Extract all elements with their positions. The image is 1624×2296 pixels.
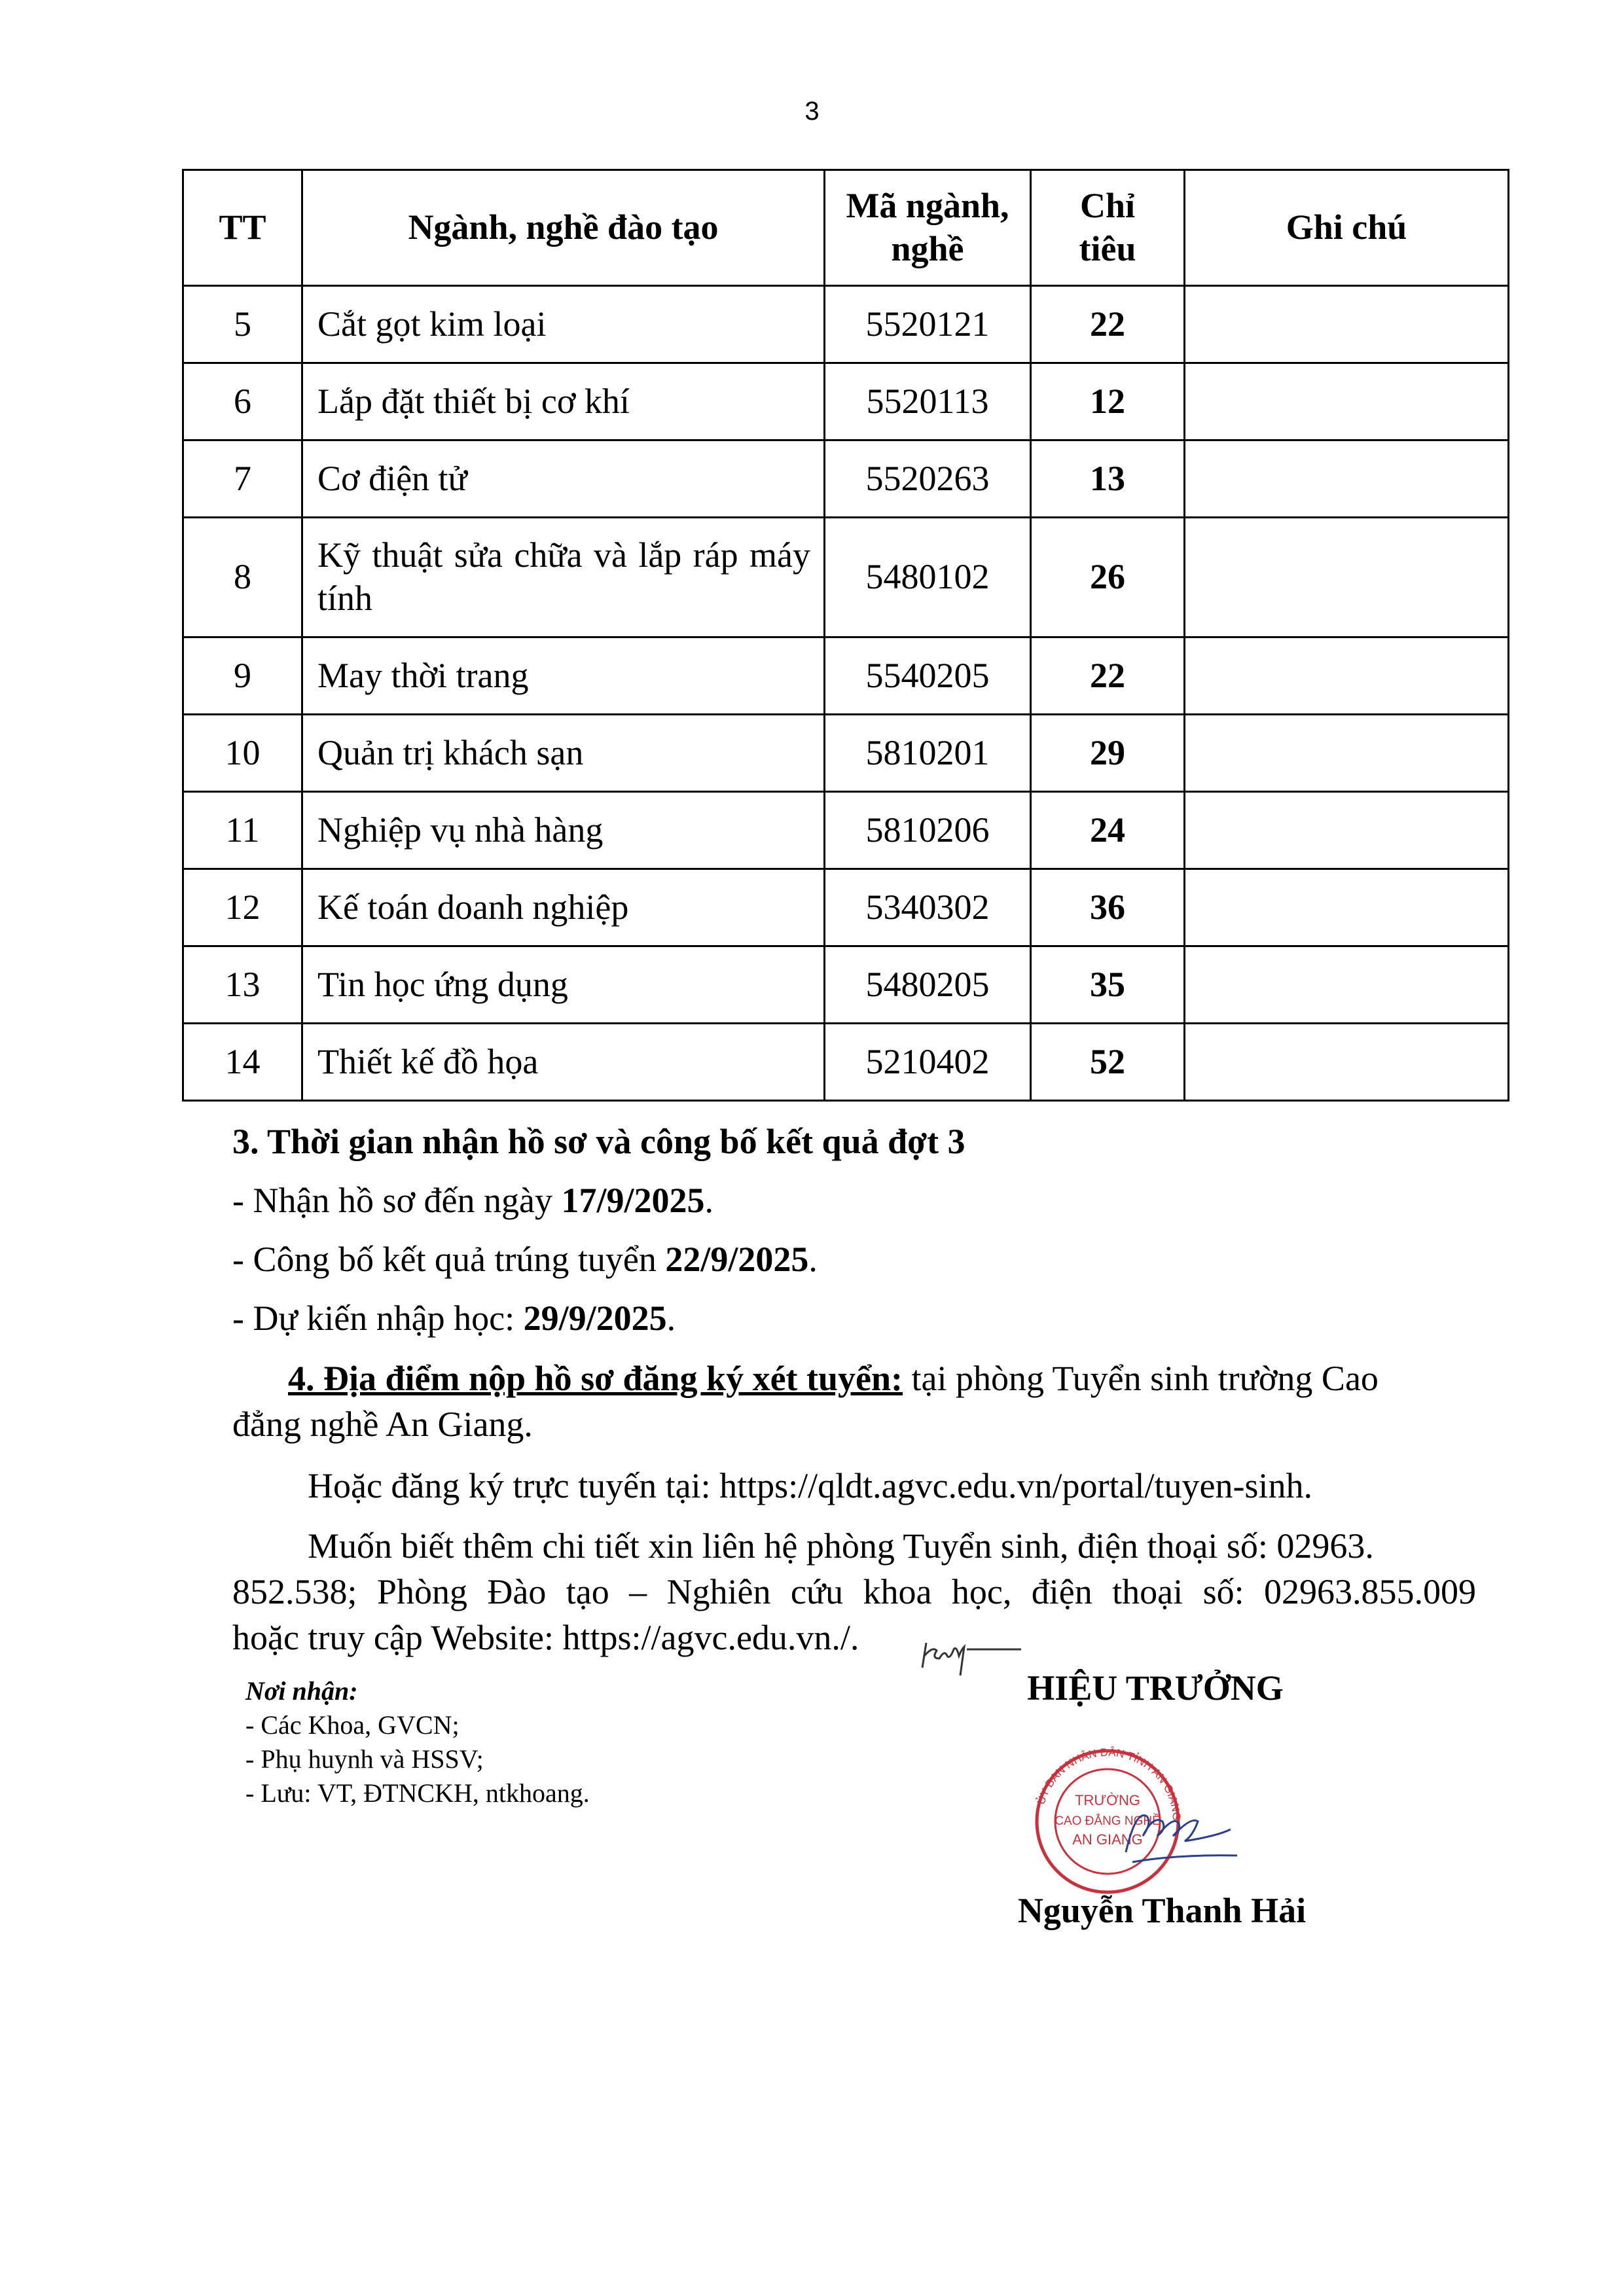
- cell-tt: 12: [183, 869, 302, 946]
- cell-major: Tin học ứng dụng: [302, 946, 825, 1024]
- seal-line1: TRƯỜNG: [1075, 1792, 1140, 1808]
- page-number: 3: [804, 97, 820, 126]
- cell-quota: 35: [1031, 946, 1185, 1024]
- cell-code: 5480205: [825, 946, 1031, 1024]
- section4-line1: [288, 1357, 1476, 1401]
- section3-item-receive: [232, 1179, 1476, 1223]
- item-text: - Công bố kết quả trúng tuyển: [232, 1240, 666, 1279]
- cell-code: 5480102: [825, 518, 1031, 637]
- cell-quota: 52: [1031, 1024, 1185, 1101]
- item-end: .: [666, 1299, 676, 1338]
- cell-note: [1185, 1024, 1509, 1101]
- table-row: [183, 637, 1509, 715]
- header-major: Ngành, nghề đào tạo: [302, 170, 825, 286]
- recipient-item: - Phụ huynh và HSSV;: [245, 1744, 484, 1774]
- seal-line3: AN GIANG: [1072, 1831, 1143, 1848]
- cell-major: May thời trang: [302, 637, 825, 715]
- header-quota-line2: tiêu: [1079, 229, 1136, 268]
- cell-quota: 29: [1031, 715, 1185, 792]
- cell-major: Cắt gọt kim loại: [302, 286, 825, 363]
- cell-tt: 5: [183, 286, 302, 363]
- cell-tt: 13: [183, 946, 302, 1024]
- item-text: - Nhận hồ sơ đến ngày: [232, 1181, 562, 1220]
- online-registration: Hoặc đăng ký trực tuyến tại: https://qldt.agvc.edu.vn/portal/tuyen-sinh.: [308, 1466, 1312, 1505]
- header-quota-line1: Chỉ: [1079, 186, 1136, 226]
- cell-note: [1185, 518, 1509, 637]
- cell-quota: 24: [1031, 792, 1185, 869]
- header-code-line2: nghề: [891, 229, 964, 268]
- cell-tt: 14: [183, 1024, 302, 1101]
- section4-text-line1: tại phòng Tuyển sinh trường Cao: [903, 1359, 1379, 1398]
- table-row: [183, 440, 1509, 518]
- item-text: - Dự kiến nhập học:: [232, 1299, 524, 1338]
- recipient-item: - Lưu: VT, ĐTNCKH, ntkhoang.: [245, 1778, 590, 1808]
- cell-code: 5810201: [825, 715, 1031, 792]
- table-row: [183, 286, 1509, 363]
- recipient-item: - Các Khoa, GVCN;: [245, 1710, 460, 1740]
- cell-note: [1185, 637, 1509, 715]
- section3-item-enroll: [232, 1297, 1476, 1340]
- cell-code: 5520121: [825, 286, 1031, 363]
- table-row: [183, 363, 1509, 440]
- cell-major: Kỹ thuật sửa chữa và lắp ráp máy tính: [302, 518, 825, 637]
- cell-code: 5520263: [825, 440, 1031, 518]
- cell-quota: 36: [1031, 869, 1185, 946]
- school-seal: [1001, 1738, 1244, 1895]
- section3-item-announce: [232, 1238, 1476, 1282]
- cell-major: Lắp đặt thiết bị cơ khí: [302, 363, 825, 440]
- cell-quota: 26: [1031, 518, 1185, 637]
- item-end: .: [704, 1181, 713, 1220]
- contact-line3: hoặc truy cập Website: https://agvc.edu.vn./.: [232, 1618, 859, 1657]
- cell-code: 5810206: [825, 792, 1031, 869]
- cell-tt: 6: [183, 363, 302, 440]
- cell-code: 5540205: [825, 637, 1031, 715]
- seal-ring-text: ỦY BAN NHÂN DÂN TỈNH AN GIANG: [1034, 1746, 1183, 1821]
- contact-line2: 852.538; Phòng Đào tạo – Nghiên cứu khoa học, điện thoại số: 02963.855.009: [232, 1572, 1476, 1611]
- cell-tt: 10: [183, 715, 302, 792]
- section3-heading: 3. Thời gian nhận hồ sơ và công bố kết quả đợt 3: [232, 1122, 965, 1161]
- cell-tt: 8: [183, 518, 302, 637]
- cell-quota: 12: [1031, 363, 1185, 440]
- section4-heading: 4. Địa điểm nộp hồ sơ đăng ký xét tuyển:: [288, 1359, 903, 1398]
- cell-code: 5340302: [825, 869, 1031, 946]
- cell-major: Kế toán doanh nghiệp: [302, 869, 825, 946]
- header-code-line1: Mã ngành,: [846, 186, 1009, 226]
- header-note: Ghi chú: [1185, 170, 1509, 286]
- cell-quota: 22: [1031, 637, 1185, 715]
- cell-note: [1185, 440, 1509, 518]
- item-date: 29/9/2025: [523, 1299, 667, 1338]
- table-row: [183, 518, 1509, 637]
- cell-note: [1185, 792, 1509, 869]
- item-date: 22/9/2025: [665, 1240, 809, 1279]
- section4-text-line2: đẳng nghề An Giang.: [232, 1405, 533, 1444]
- cell-tt: 7: [183, 440, 302, 518]
- cell-major: Thiết kế đồ họa: [302, 1024, 825, 1101]
- cell-major: Cơ điện tử: [302, 440, 825, 518]
- cell-quota: 13: [1031, 440, 1185, 518]
- cell-major: Nghiệp vụ nhà hàng: [302, 792, 825, 869]
- cell-tt: 9: [183, 637, 302, 715]
- table-row: [183, 715, 1509, 792]
- table-row: [183, 946, 1509, 1024]
- table-row: [183, 869, 1509, 946]
- item-date: 17/9/2025: [561, 1181, 705, 1220]
- header-quota: [1031, 170, 1185, 286]
- seal-line2: CAO ĐẲNG NGHỀ: [1055, 1814, 1161, 1828]
- table-row: [183, 792, 1509, 869]
- table-header-row: [183, 170, 1509, 286]
- cell-note: [1185, 286, 1509, 363]
- header-code: [825, 170, 1031, 286]
- quota-table: [182, 169, 1509, 1102]
- recipients-block: [245, 1674, 590, 1810]
- cell-note: [1185, 715, 1509, 792]
- signer-title: HIỆU TRƯỞNG: [1027, 1668, 1284, 1708]
- cell-code: 5520113: [825, 363, 1031, 440]
- item-end: .: [808, 1240, 818, 1279]
- cell-note: [1185, 946, 1509, 1024]
- signer-name: Nguyễn Thanh Hải: [1017, 1891, 1307, 1930]
- recipients-heading: Nơi nhận:: [245, 1676, 358, 1706]
- cell-tt: 11: [183, 792, 302, 869]
- cell-note: [1185, 363, 1509, 440]
- cell-note: [1185, 869, 1509, 946]
- header-tt: TT: [183, 170, 302, 286]
- table-row: [183, 1024, 1509, 1101]
- cell-quota: 22: [1031, 286, 1185, 363]
- cell-major: Quản trị khách sạn: [302, 715, 825, 792]
- contact-line1: Muốn biết thêm chi tiết xin liên hệ phòng Tuyển sinh, điện thoại số: 02963.: [308, 1526, 1374, 1566]
- cell-code: 5210402: [825, 1024, 1031, 1101]
